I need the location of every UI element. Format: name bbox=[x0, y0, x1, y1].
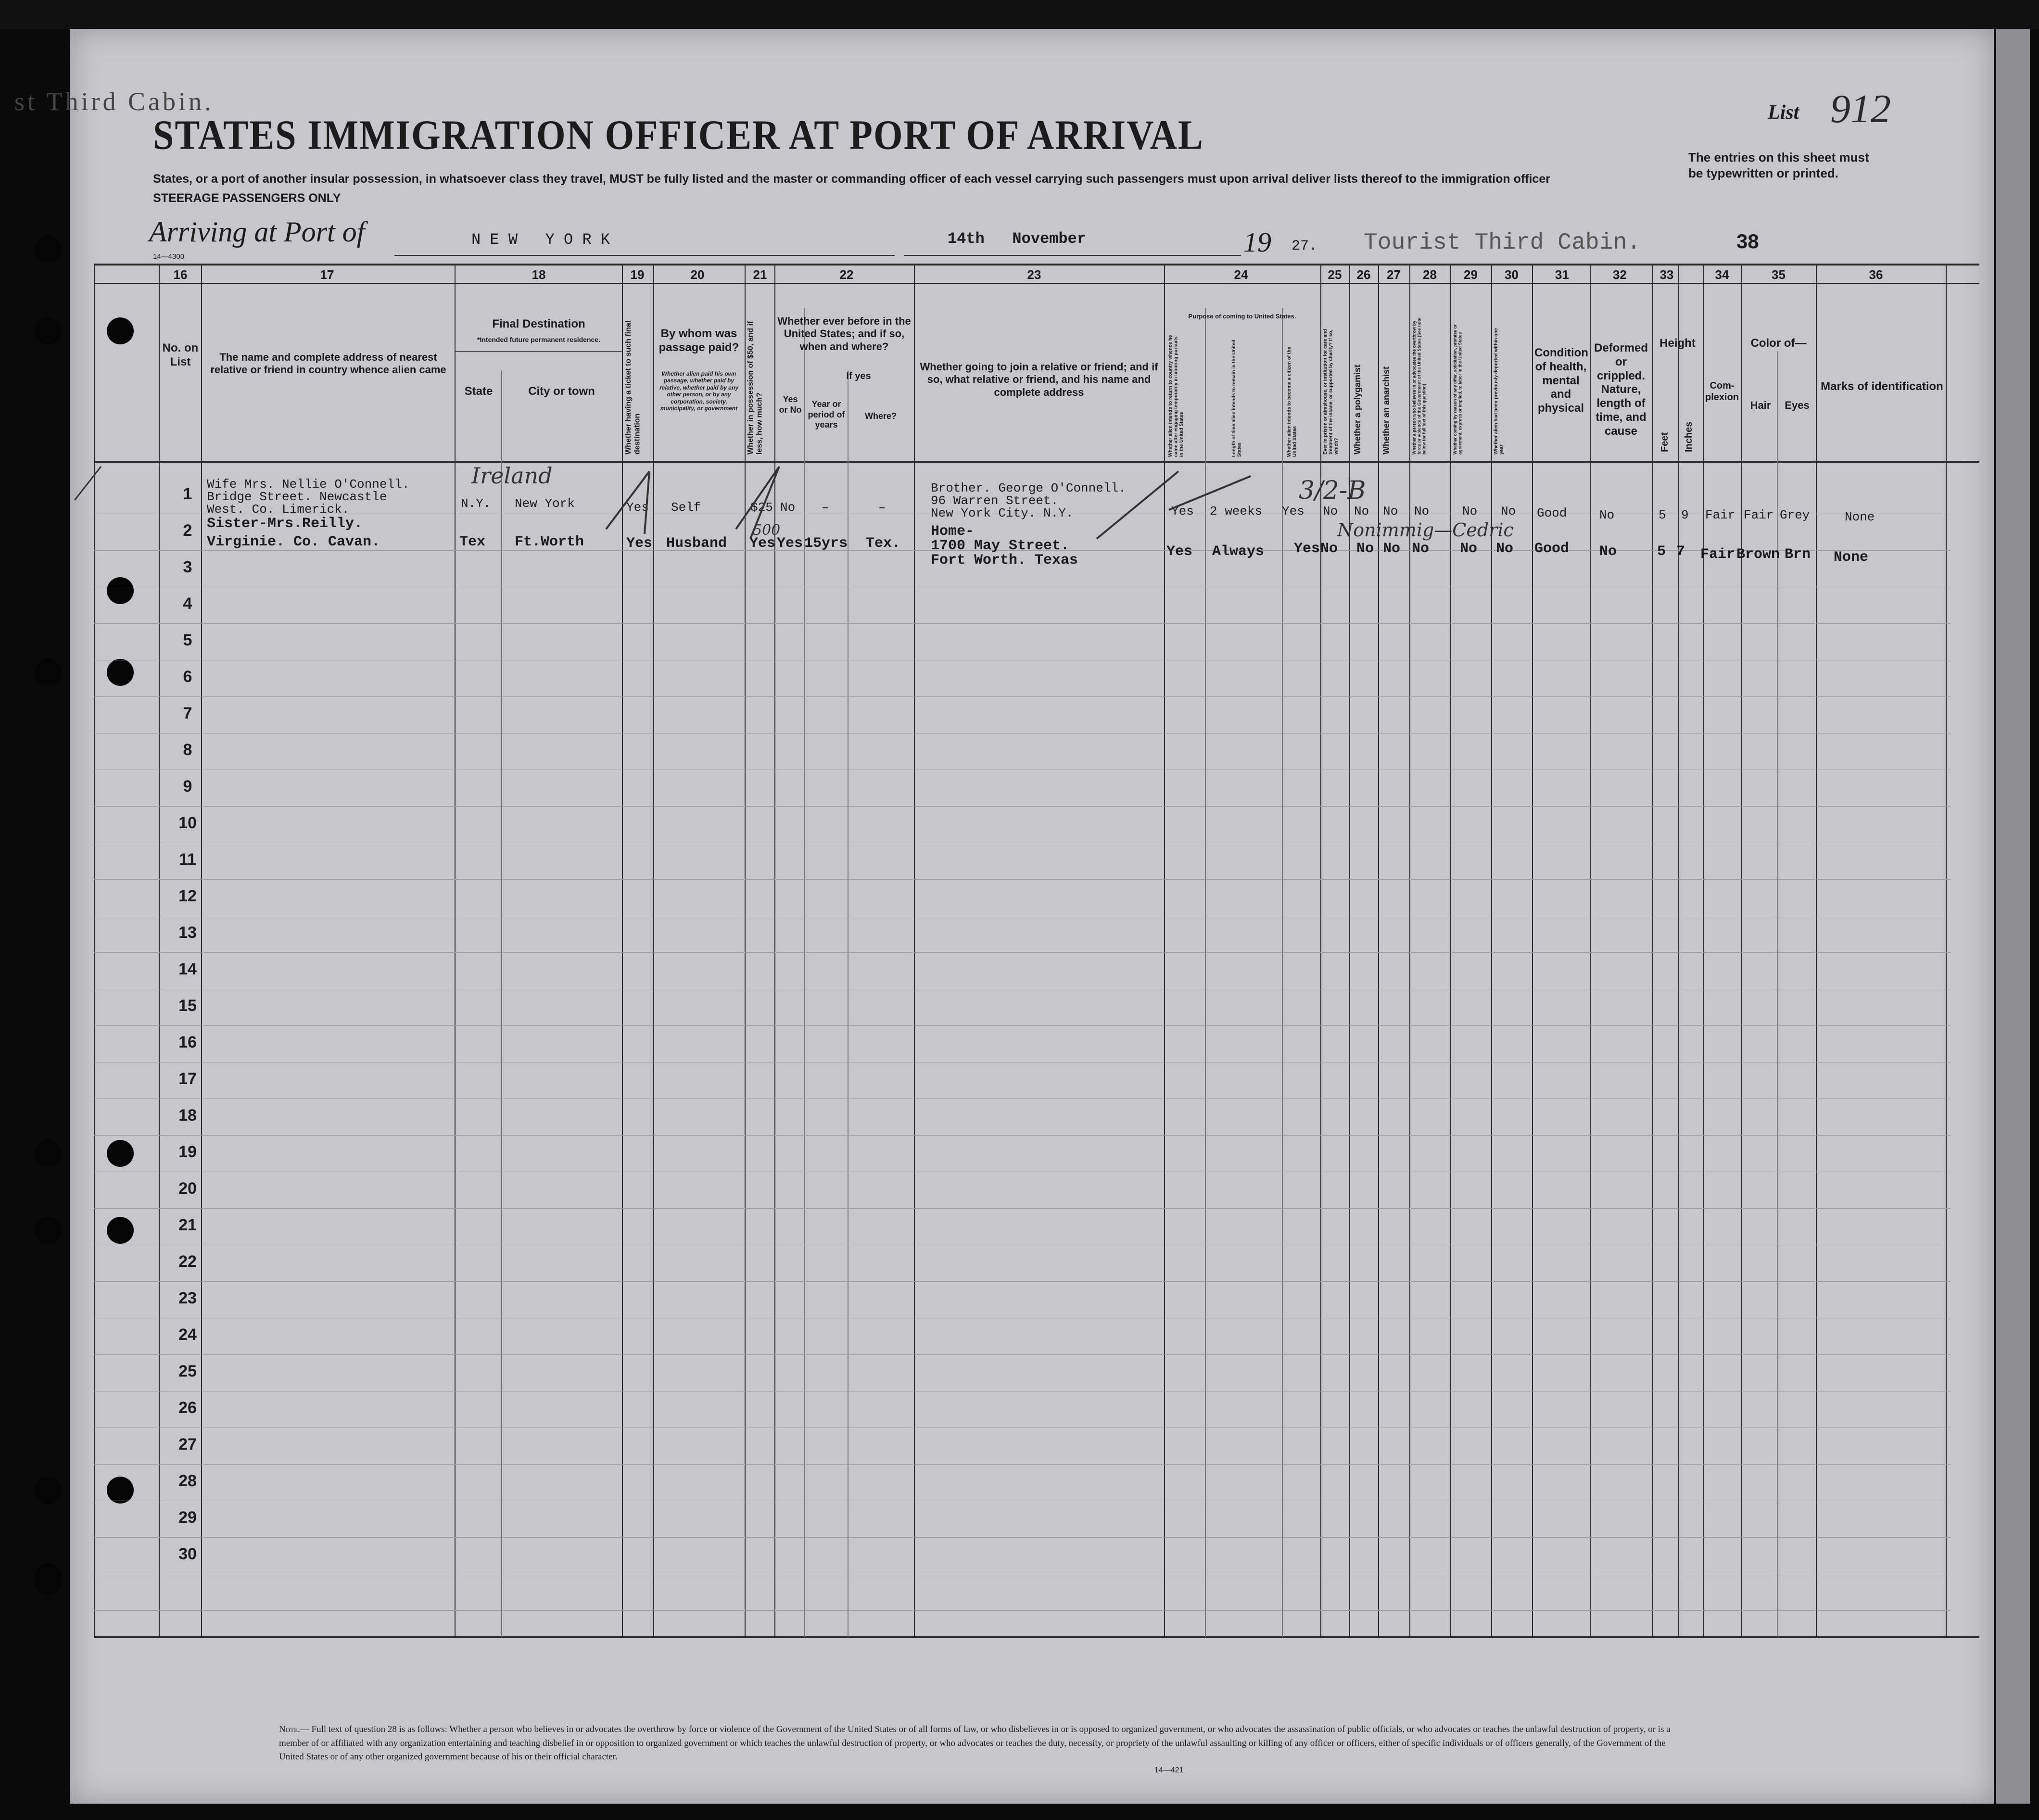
row-number: 13 bbox=[178, 923, 197, 942]
row-number: 28 bbox=[178, 1472, 197, 1490]
column-number: 30 bbox=[1505, 267, 1519, 282]
punch-hole bbox=[107, 577, 134, 604]
r1-q28: No bbox=[1414, 504, 1430, 518]
column-number: 35 bbox=[1772, 267, 1786, 282]
header-money: Whether in possession of $50, and if less, how much? bbox=[747, 321, 764, 455]
col-line bbox=[1652, 264, 1653, 1637]
header-state: State bbox=[464, 385, 493, 398]
col-line bbox=[1777, 351, 1778, 1637]
r2-join-line1: Home- bbox=[931, 523, 975, 540]
footer-form-code: 14—421 bbox=[1154, 1766, 1184, 1774]
r2-relative-line1: Sister-Mrs.Reilly. bbox=[207, 516, 363, 532]
header-anarchist: Whether an anarchist bbox=[1381, 366, 1391, 455]
row-number: 16 bbox=[178, 1033, 197, 1051]
col-line bbox=[1532, 264, 1533, 1637]
punch-hole bbox=[107, 1217, 134, 1244]
col-line bbox=[1816, 264, 1817, 1637]
scan-top-edge bbox=[0, 0, 2039, 29]
row-number: 5 bbox=[183, 631, 192, 649]
column-number: 32 bbox=[1613, 267, 1627, 282]
r1-paid-by: Self bbox=[671, 500, 701, 515]
col-line bbox=[1678, 264, 1679, 1637]
header-residence-note: *Intended future permanent residence. bbox=[477, 336, 600, 343]
r2-money: Yes bbox=[749, 535, 776, 552]
row-line bbox=[94, 1281, 1950, 1282]
r2-marks: None bbox=[1834, 549, 1869, 566]
row-number: 9 bbox=[183, 777, 192, 796]
row-number: 1 bbox=[183, 485, 192, 503]
r2-ticket: Yes bbox=[626, 535, 653, 552]
row-line bbox=[94, 806, 1950, 807]
punch-hole bbox=[35, 1568, 62, 1595]
row-number: 17 bbox=[178, 1070, 197, 1088]
r2-anarchist: No bbox=[1383, 541, 1401, 557]
column-number: 27 bbox=[1387, 267, 1401, 282]
r2-q29: No bbox=[1460, 541, 1478, 557]
col-line bbox=[1946, 264, 1947, 1637]
header-yes-no: Yes or No bbox=[779, 394, 802, 415]
column-number: 36 bbox=[1869, 267, 1883, 282]
row-line bbox=[94, 1135, 1950, 1136]
column-number: 31 bbox=[1555, 267, 1569, 282]
row-number: 12 bbox=[178, 887, 197, 905]
col-line bbox=[1378, 264, 1379, 1637]
row-number: 8 bbox=[183, 741, 192, 759]
col-line bbox=[914, 264, 915, 1637]
r1-join-line3: New York City. N.Y. bbox=[931, 506, 1074, 520]
steerage-label: STEERAGE PASSENGERS ONLY bbox=[153, 191, 341, 205]
column-number: 23 bbox=[1027, 267, 1041, 282]
header-hair: Hair bbox=[1750, 399, 1771, 411]
r1-before: No bbox=[780, 500, 796, 515]
r1-join-line2: 96 Warren Street. bbox=[931, 493, 1059, 508]
header-q29: Whether coming by reason of any offer, solicitation, promise or agreement, express or implied, to labor in the United States bbox=[1453, 324, 1463, 455]
r1-ticket: Yes bbox=[626, 500, 649, 515]
col-line bbox=[1741, 264, 1742, 1637]
col-line bbox=[848, 370, 849, 1637]
handwritten-money-note: 500 bbox=[753, 522, 781, 539]
header-paid-by-note: Whether alien paid his own passage, whether paid by relative, whether paid by any other person, or by any corporation, society, municipality, or government bbox=[659, 370, 739, 412]
header-color-of: Color of— bbox=[1750, 337, 1807, 350]
r1-health: Good bbox=[1537, 506, 1567, 520]
row-number: 6 bbox=[183, 668, 192, 686]
r2-feet: 5 bbox=[1657, 543, 1666, 560]
year-prefix: 19 bbox=[1243, 227, 1271, 258]
r1-state: N.Y. bbox=[461, 496, 491, 511]
row-number: 26 bbox=[178, 1399, 197, 1417]
column-number: 21 bbox=[753, 267, 767, 282]
header-ticket: Whether having a ticket to such final destination bbox=[624, 320, 642, 455]
r2-polygamist: No bbox=[1356, 541, 1374, 557]
row-line bbox=[94, 623, 1950, 624]
col-line bbox=[201, 264, 202, 1637]
r1-city: New York bbox=[515, 496, 575, 511]
row-number: 29 bbox=[178, 1508, 197, 1527]
header-join-relative: Whether going to join a relative or friend; and if so, what relative or friend, and his name and complete address bbox=[920, 361, 1158, 398]
punch-hole bbox=[35, 1140, 62, 1167]
r2-city: Ft.Worth bbox=[515, 534, 584, 550]
r2-complexion: Fair bbox=[1700, 546, 1735, 563]
col-line bbox=[1320, 264, 1321, 1637]
handwritten-ireland: Ireland bbox=[471, 463, 553, 489]
col-line bbox=[1491, 264, 1492, 1637]
date-underline bbox=[904, 255, 1241, 256]
r1-money: $25 bbox=[750, 500, 773, 515]
handwritten-right-note: Nonimmig—Cedric bbox=[1337, 519, 1514, 541]
r2-state: Tex bbox=[459, 534, 486, 550]
row-line bbox=[94, 1025, 1950, 1026]
row-number: 3 bbox=[183, 558, 192, 576]
col-line bbox=[1450, 264, 1451, 1637]
col-line bbox=[501, 370, 502, 1637]
handwritten-form-note: 3/2-B bbox=[1299, 476, 1366, 505]
form-title: STATES IMMIGRATION OFFICER AT PORT OF ARRIVAL bbox=[153, 111, 1204, 158]
header-polygamist: Whether a polygamist bbox=[1353, 364, 1362, 455]
row-line bbox=[94, 879, 1950, 880]
header-final-destination: Final Destination bbox=[492, 317, 585, 330]
row-number: 15 bbox=[178, 997, 197, 1015]
header-ever-before: Whether ever before in the United States; and if so, when and where? bbox=[777, 315, 911, 353]
r1-eyes: Grey bbox=[1780, 508, 1810, 522]
row-line bbox=[94, 696, 1950, 697]
column-number: 33 bbox=[1659, 267, 1674, 282]
column-number: 24 bbox=[1234, 267, 1248, 282]
row-line bbox=[94, 1464, 1950, 1465]
typewritten-note-1: The entries on this sheet must bbox=[1688, 150, 1869, 164]
r2-citizen: Yes bbox=[1294, 541, 1320, 557]
r2-paid-by: Husband bbox=[666, 535, 727, 552]
header-marks: Marks of identification bbox=[1821, 380, 1943, 393]
r2-before: Yes bbox=[777, 535, 803, 552]
r2-prison: No bbox=[1320, 541, 1338, 557]
arrival-date: 14th November bbox=[948, 230, 1087, 248]
row-number: 20 bbox=[178, 1179, 197, 1198]
r2-return: Yes bbox=[1166, 543, 1193, 560]
arriving-label: Arriving at Port of bbox=[149, 216, 365, 248]
header-deformed: Deformed or crippled. Nature, length of time, and cause bbox=[1594, 341, 1648, 438]
punch-hole bbox=[35, 659, 62, 686]
header-return: Whether alien intends to return to country whence he came after engaging temporarily in laboring pursuits in the United States bbox=[1168, 335, 1184, 457]
scan-right-edge bbox=[1996, 29, 2030, 1804]
r2-q30: No bbox=[1496, 541, 1514, 557]
row-number: 18 bbox=[178, 1106, 197, 1125]
note-label: Note.— bbox=[279, 1724, 309, 1734]
punch-hole bbox=[35, 1217, 62, 1244]
r2-where: Tex. bbox=[866, 535, 901, 552]
r1-return: Yes bbox=[1171, 504, 1194, 518]
form-code: 14—4300 bbox=[153, 253, 185, 261]
header-complexion: Com-plexion bbox=[1705, 380, 1739, 403]
header-if-yes: If yes bbox=[846, 371, 871, 381]
header-nearest-relative: The name and complete address of nearest relative or friend in country whence alien came bbox=[210, 351, 446, 376]
r2-join-line3: Fort Worth. Texas bbox=[931, 552, 1078, 569]
col-line bbox=[1703, 264, 1704, 1637]
header-feet: Feet bbox=[1659, 432, 1670, 452]
r2-q28: No bbox=[1412, 541, 1430, 557]
row-line bbox=[94, 952, 1950, 953]
header-length: Length of time alien intends to remain in the United States bbox=[1231, 340, 1242, 457]
row-number: 2 bbox=[183, 521, 192, 540]
r2-year: 15yrs bbox=[804, 535, 848, 552]
list-label: List bbox=[1768, 101, 1799, 124]
r2-inches: 7 bbox=[1676, 543, 1685, 560]
column-number: 20 bbox=[690, 267, 705, 282]
row-number: 24 bbox=[178, 1326, 197, 1344]
row-number: 14 bbox=[178, 960, 197, 978]
r1-q30: No bbox=[1501, 504, 1516, 518]
punch-hole bbox=[107, 1140, 134, 1167]
column-number: 28 bbox=[1423, 267, 1437, 282]
r2-eyes: Brn bbox=[1785, 546, 1811, 563]
r1-prison: No bbox=[1323, 504, 1338, 518]
r1-relative-line1: Wife Mrs. Nellie O'Connell. bbox=[207, 477, 410, 492]
r2-relative-line2: Virginie. Co. Cavan. bbox=[207, 534, 380, 550]
col-line bbox=[1409, 264, 1410, 1637]
row-number: 27 bbox=[178, 1435, 197, 1453]
punch-hole bbox=[35, 236, 62, 263]
table-top-border bbox=[94, 264, 1979, 265]
row-line bbox=[94, 1354, 1950, 1355]
r2-length: Always bbox=[1212, 543, 1265, 560]
r2-hair: Brown bbox=[1736, 546, 1780, 563]
header-height: Height bbox=[1659, 337, 1696, 350]
header-bottom-border bbox=[94, 461, 1979, 463]
sheet-number: 38 bbox=[1736, 230, 1759, 253]
r1-length: 2 weeks bbox=[1210, 504, 1263, 518]
punch-hole bbox=[107, 317, 134, 344]
question-28-note bbox=[279, 1723, 1674, 1764]
row-number: 7 bbox=[183, 704, 192, 722]
port-underline bbox=[394, 255, 895, 256]
r1-join-line1: Brother. George O'Connell. bbox=[931, 481, 1126, 495]
row-number: 4 bbox=[183, 594, 192, 613]
r2-health: Good bbox=[1534, 541, 1570, 557]
punch-hole bbox=[107, 1477, 134, 1504]
column-number: 19 bbox=[630, 267, 645, 282]
punch-hole bbox=[35, 317, 62, 344]
column-number: 18 bbox=[532, 267, 546, 282]
r1-q29: No bbox=[1462, 504, 1478, 518]
row-line bbox=[94, 1537, 1950, 1538]
table-bottom-border bbox=[94, 1636, 1979, 1638]
header-paid-by: By whom was passage paid? bbox=[659, 327, 739, 354]
dest-divider bbox=[455, 351, 623, 352]
cabin-class: Tourist Third Cabin. bbox=[1364, 230, 1641, 256]
row-number: 10 bbox=[178, 814, 197, 832]
margin-mark bbox=[72, 462, 106, 505]
top-left-fragment: st Third Cabin. bbox=[14, 87, 214, 116]
r1-marks: None bbox=[1845, 510, 1875, 524]
column-number: 22 bbox=[839, 267, 854, 282]
header-inches: Inches bbox=[1684, 421, 1694, 452]
instruction-line: States, or a port of another insular possession, in whatsoever class they travel, MUST be fully listed and the master or commanding officer of each vessel carrying such passengers must upon arrival deliver lists thereof to the immigration officer bbox=[153, 172, 1550, 186]
col-line bbox=[455, 264, 456, 1637]
row-line bbox=[94, 1610, 1950, 1611]
r1-where: – bbox=[878, 500, 886, 515]
punch-hole bbox=[35, 1477, 62, 1504]
list-number: 912 bbox=[1830, 87, 1891, 131]
column-number: 16 bbox=[173, 267, 188, 282]
row-number: 22 bbox=[178, 1252, 197, 1271]
col-line bbox=[1590, 264, 1591, 1637]
row-line bbox=[94, 1208, 1950, 1209]
r1-deformed: No bbox=[1599, 508, 1615, 522]
row-number: 25 bbox=[178, 1362, 197, 1380]
header-q28: Whether a person who believes in or advocates the overthrow by force or violence of the Government of the United States (See note below for full text of this question) bbox=[1412, 317, 1427, 455]
r1-anarchist: No bbox=[1383, 504, 1398, 518]
column-number: 25 bbox=[1328, 267, 1342, 282]
handwritten-check-marks bbox=[577, 457, 827, 553]
r1-feet: 5 bbox=[1659, 508, 1666, 522]
col-line bbox=[159, 264, 160, 1637]
note-text: Full text of question 28 is as follows: Whether a person who believes in or advocates the overthrow by force or violence of the Government of the United States or of all forms of law, or who disbelieves in or is opposed to organized government, or who advocates the assassination of public officials, or who advocates or teaches the unlawful destruction of property, or is a member of or affiliated with any organization entertaining and teaching disbelief in or opposition to organized government or which teaches the unlawful destruction of property, or who advocates or teaches the duty, necessity, or propriety of the unlawful assaulting or killing of any officer or officers, either of specific individuals or of officers generally, of the Government of the United States or of any other organized government because of his or their official character. bbox=[279, 1724, 1671, 1762]
r1-relative-line2: Bridge Street. Newcastle bbox=[207, 490, 387, 504]
port-name: N E W Y O R K bbox=[471, 231, 610, 249]
punch-hole bbox=[107, 659, 134, 686]
r2-deformed: No bbox=[1599, 543, 1617, 560]
column-number: 34 bbox=[1715, 267, 1729, 282]
column-number: 29 bbox=[1464, 267, 1478, 282]
header-health: Condition of health, mental and physical bbox=[1534, 346, 1588, 415]
r1-relative-line3: West. Co. Limerick. bbox=[207, 502, 350, 517]
header-citizen: Whether alien intends to become a citizen of the United States bbox=[1287, 347, 1298, 457]
col-line bbox=[1349, 264, 1350, 1637]
header-city: City or town bbox=[528, 385, 595, 398]
r1-complexion: Fair bbox=[1705, 508, 1735, 522]
header-year: Year or period of years bbox=[808, 399, 845, 430]
r2-join-line2: 1700 May Street. bbox=[931, 538, 1070, 554]
row-number: 19 bbox=[178, 1143, 197, 1161]
r1-polygamist: No bbox=[1354, 504, 1369, 518]
header-eyes: Eyes bbox=[1785, 399, 1810, 411]
header-no-on-list: No. on List bbox=[162, 341, 199, 368]
header-purpose: Purpose of coming to United States. bbox=[1188, 313, 1296, 320]
row-number: 21 bbox=[178, 1216, 197, 1234]
column-number: 26 bbox=[1356, 267, 1371, 282]
handwritten-slash bbox=[1087, 462, 1263, 548]
colnum-divider bbox=[94, 283, 1979, 284]
row-number: 23 bbox=[178, 1289, 197, 1307]
header-prison: Ever in prison or almshouse, or institution for care and treatment of the insane, or supported by charity? If so, which? bbox=[1323, 329, 1339, 455]
header-where: Where? bbox=[864, 411, 897, 421]
header-q30: Whether alien had been previously deported within one year bbox=[1494, 328, 1505, 455]
r1-hair: Fair bbox=[1744, 508, 1774, 522]
r1-inches: 9 bbox=[1681, 508, 1689, 522]
row-number: 11 bbox=[179, 850, 196, 869]
column-number: 17 bbox=[320, 267, 334, 282]
r1-citizen: Yes bbox=[1282, 504, 1304, 518]
row-number: 30 bbox=[178, 1545, 197, 1563]
year-suffix: 27. bbox=[1292, 238, 1318, 254]
typewritten-note-2: be typewritten or printed. bbox=[1688, 166, 1839, 180]
r1-year: – bbox=[822, 500, 829, 515]
